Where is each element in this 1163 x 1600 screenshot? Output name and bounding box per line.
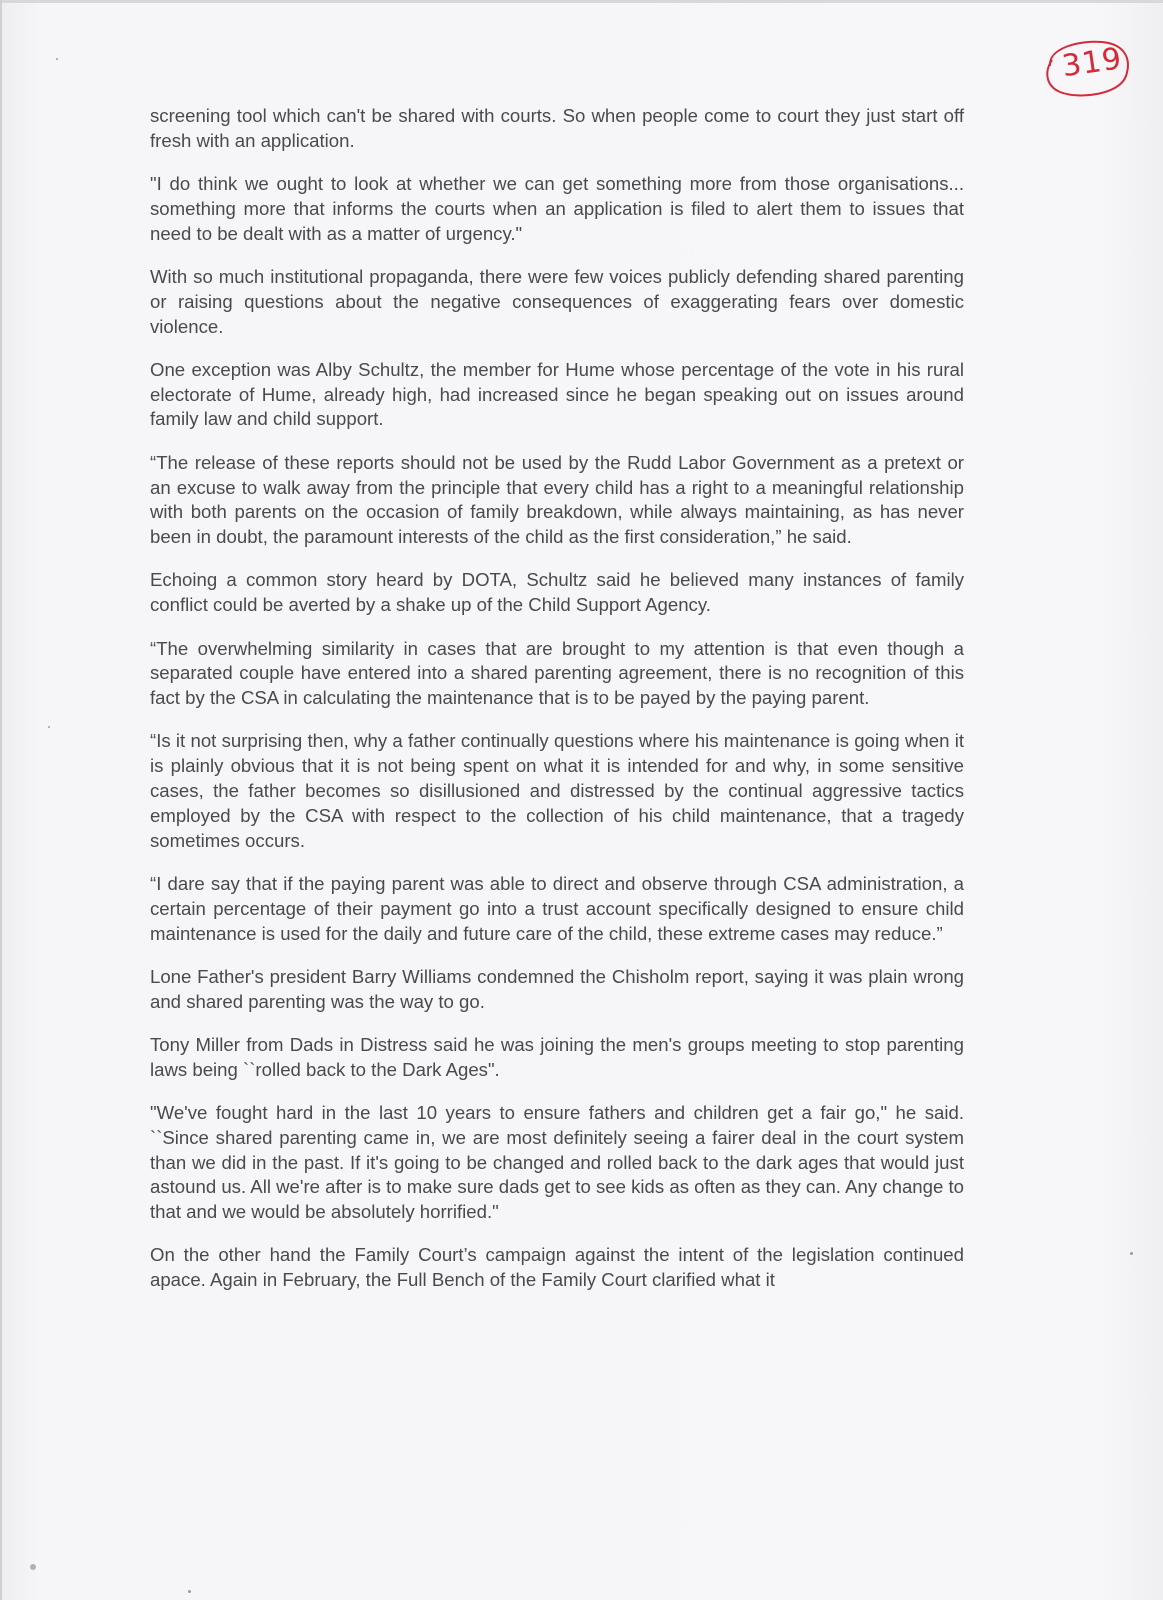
- paragraph: “The release of these reports should not be used by the Rudd Labor Government as a pretext or an excuse to walk away from the principle that every child has a right to a meaningful relationship with both parents on the occasion of family breakdown, while always maintaining, as has never been in doubt, the paramount interests of the child as the first consideration,” he said.: [150, 451, 964, 548]
- paragraph: “Is it not surprising then, why a father continually questions where his maintenance is going when it is plainly obvious that it is not being spent on what it is intended for and why, in some sensitive cases, the father becomes so disillusioned and distressed by the continual aggressive tactics employed by the CSA with respect to the collection of his child maintenance, that a tragedy sometimes occurs.: [150, 730, 964, 851]
- paragraph: screening tool which can't be shared with courts. So when people come to court they just start off fresh with an application.: [150, 105, 964, 151]
- scan-speck: [48, 726, 50, 728]
- paragraph: Tony Miller from Dads in Distress said he was joining the men's groups meeting to stop parenting laws being ``rolled back to the Dark Ages".: [150, 1033, 964, 1080]
- scan-speck: [56, 58, 58, 60]
- paragraph: Lone Father's president Barry Williams condemned the Chisholm report, saying it was plain wrong and shared parenting was the way to go.: [150, 965, 964, 1012]
- paragraph: "We've fought hard in the last 10 years to ensure fathers and children get a fair go," he said. ``Since shared parenting came in, we are most definitely seeing a fairer deal in the court system than we did in the past. If it's going to be changed and rolled back to the dark ages that would just astound us. All we're after is to make sure dads get to see kids as often as they can. Any change to that and we would be absolutely horrified.": [150, 1102, 964, 1223]
- paragraph: One exception was Alby Schultz, the member for Hume whose percentage of the vote in his rural electorate of Hume, already high, had increased since he began speaking out on issues around family law and child support.: [150, 358, 964, 430]
- paragraph: “The overwhelming similarity in cases that are brought to my attention is that even though a separated couple have entered into a shared parenting agreement, there is no recognition of this fact by the CSA in calculating the maintenance that is to be payed by the paying parent.: [150, 637, 964, 709]
- page-number-text: 319: [1059, 41, 1125, 85]
- scan-speck: [30, 1564, 36, 1570]
- page-left-edge: [0, 0, 2, 1600]
- scan-speck: [1130, 1252, 1133, 1255]
- paragraph: Echoing a common story heard by DOTA, Schultz said he believed many instances of family conflict could be averted by a shake up of the Child Support Agency.: [150, 569, 964, 616]
- paragraph: "I do think we ought to look at whether we can get something more from those organisations... something more that informs the courts when an application is filed to alert them to issues that need to be dealt with as a matter of urgency.": [150, 173, 964, 244]
- paragraph: With so much institutional propaganda, there were few voices publicly defending shared parenting or raising questions about the negative consequences of exaggerating fears over domestic violence.: [150, 265, 964, 337]
- paragraph: On the other hand the Family Court’s campaign against the intent of the legislation continued apace. Again in February, the Full Bench of the Family Court clarified what it: [150, 1244, 964, 1291]
- paragraph: “I dare say that if the paying parent was able to direct and observe through CSA administration, a certain percentage of their payment go into a trust account specifically designed to ensure child maintenance is used for the daily and future care of the child, these extreme cases may reduce.”: [150, 872, 964, 944]
- page-top-edge: [0, 0, 1163, 3]
- body-text: [150, 104, 964, 1312]
- handwritten-page-number: [1040, 36, 1132, 100]
- scan-speck: [188, 1590, 191, 1593]
